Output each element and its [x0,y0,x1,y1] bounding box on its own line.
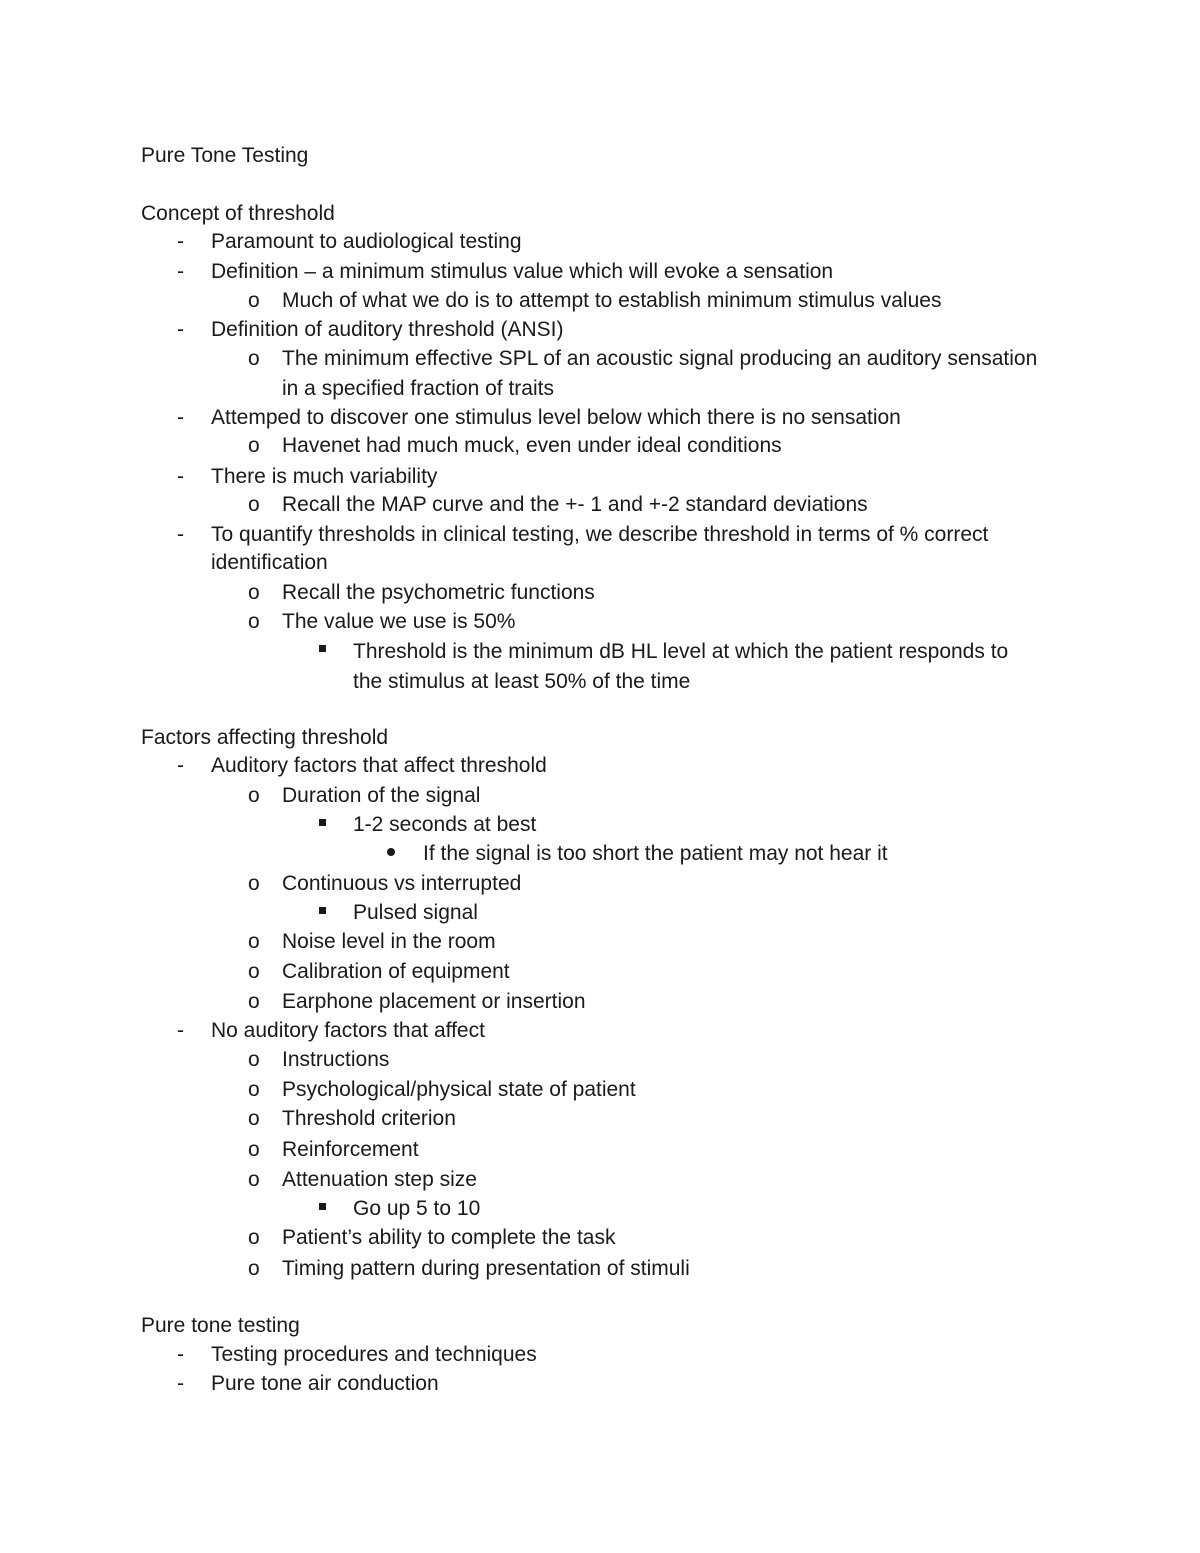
list-item: There is much variability [211,465,438,488]
list-item: Psychological/physical state of patient [282,1078,636,1101]
list-item: Paramount to audiological testing [211,230,522,253]
circle-marker: o [248,289,260,312]
square-bullet-icon [319,1203,326,1210]
circle-marker: o [248,1226,260,1249]
list-item: Recall the MAP curve and the +- 1 and +-2 standard deviations [282,493,868,516]
list-item: Timing pattern during presentation of stimuli [282,1257,690,1280]
list-item: Havenet had much muck, even under ideal conditions [282,434,782,457]
list-item: Threshold is the minimum dB HL level at which the patient responds to [353,640,1009,663]
circle-marker: o [248,1138,260,1161]
list-item: Attemped to discover one stimulus level below which there is no sensation [211,406,901,429]
circle-marker: o [248,1078,260,1101]
circle-marker: o [248,1048,260,1071]
section-heading-factors-affecting-threshold: Factors affecting threshold [141,726,389,749]
list-item: If the signal is too short the patient may not hear it [423,842,888,865]
dash-marker: - [177,406,184,429]
list-item: To quantify thresholds in clinical testing, we describe threshold in terms of % correct [211,523,989,546]
list-item: Definition – a minimum stimulus value which will evoke a sensation [211,260,834,283]
dash-marker: - [177,1019,184,1042]
list-item: Definition of auditory threshold (ANSI) [211,318,564,341]
circle-marker: o [248,930,260,953]
dash-marker: - [177,1372,184,1395]
dash-marker: - [177,754,184,777]
dash-marker: - [177,260,184,283]
circle-marker: o [248,493,260,516]
list-item: Auditory factors that affect threshold [211,754,547,777]
circle-marker: o [248,581,260,604]
section-heading-pure-tone-testing: Pure tone testing [141,1314,300,1337]
dash-marker: - [177,1343,184,1366]
circle-marker: o [248,434,260,457]
dash-marker: - [177,318,184,341]
list-item: Earphone placement or insertion [282,990,586,1013]
circle-marker: o [248,1168,260,1191]
list-item: Attenuation step size [282,1168,477,1191]
circle-marker: o [248,990,260,1013]
list-item: No auditory factors that affect [211,1019,485,1042]
document-title: Pure Tone Testing [141,144,309,167]
list-item: The minimum effective SPL of an acoustic signal producing an auditory sensation [282,347,1038,370]
list-item: Testing procedures and techniques [211,1343,537,1366]
circle-marker: o [248,347,260,370]
circle-marker: o [248,784,260,807]
circle-marker: o [248,960,260,983]
section-heading-concept-of-threshold: Concept of threshold [141,202,335,225]
circle-marker: o [248,872,260,895]
list-item: Pure tone air conduction [211,1372,439,1395]
circle-marker: o [248,1257,260,1280]
list-item: Recall the psychometric functions [282,581,595,604]
list-item: Much of what we do is to attempt to establish minimum stimulus values [282,289,942,312]
list-item: Duration of the signal [282,784,481,807]
dash-marker: - [177,465,184,488]
dash-marker: - [177,523,184,546]
square-bullet-icon [319,907,326,914]
list-item: Instructions [282,1048,390,1071]
dash-marker: - [177,230,184,253]
circle-marker: o [248,1107,260,1130]
square-bullet-icon [319,819,326,826]
list-item: Threshold criterion [282,1107,456,1130]
list-item: Calibration of equipment [282,960,510,983]
list-item: Pulsed signal [353,901,478,924]
list-item: Continuous vs interrupted [282,872,522,895]
list-item: Go up 5 to 10 [353,1197,481,1220]
list-item: Reinforcement [282,1138,419,1161]
circle-marker: o [248,610,260,633]
list-item: Patient’s ability to complete the task [282,1226,616,1249]
round-bullet-icon [387,848,395,856]
list-item: Noise level in the room [282,930,496,953]
list-item-continuation: the stimulus at least 50% of the time [353,670,691,693]
list-item-continuation: identification [211,551,328,574]
list-item: 1-2 seconds at best [353,813,537,836]
list-item-continuation: in a specified fraction of traits [282,377,554,400]
list-item: The value we use is 50% [282,610,516,633]
square-bullet-icon [319,645,326,652]
